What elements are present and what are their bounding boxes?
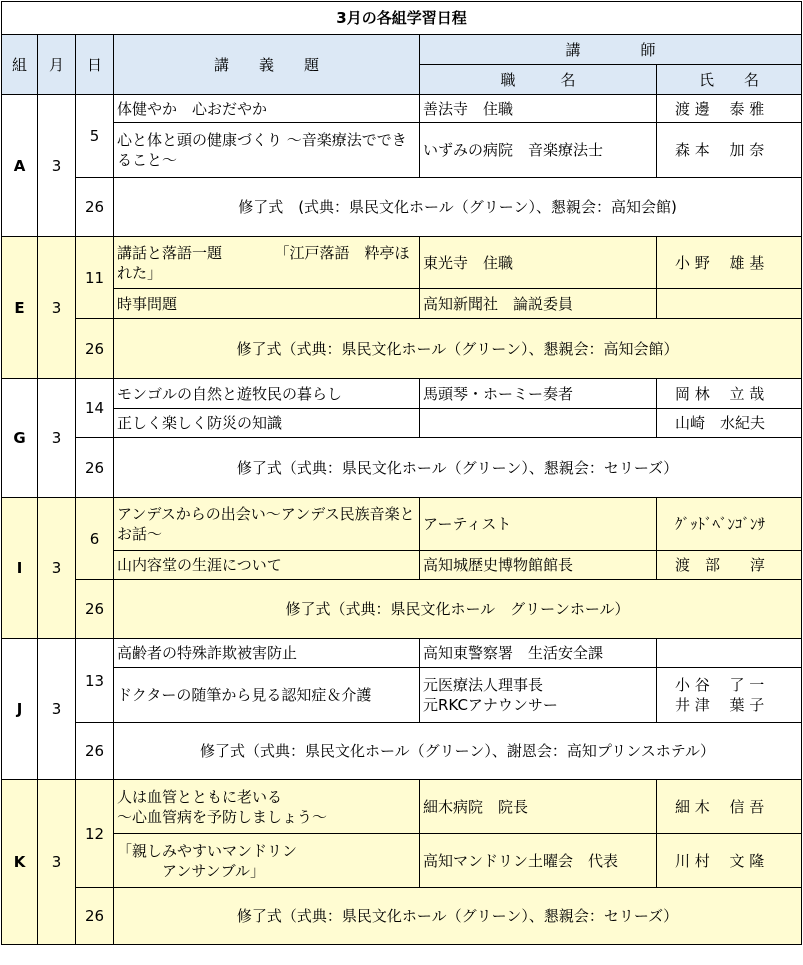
- ceremony-day: 26: [76, 319, 114, 379]
- group-label: I: [2, 498, 38, 639]
- session-day: 11: [76, 237, 114, 319]
- lecturer-position: 善法寺 住職: [420, 95, 657, 123]
- group-label: K: [2, 780, 38, 945]
- lecturer-position: 高知マンドリン土曜会 代表: [420, 834, 657, 888]
- group-month: 3: [38, 237, 76, 379]
- header-month: 月: [38, 35, 76, 95]
- ceremony-day: 26: [76, 580, 114, 639]
- lecture-topic: 正しく楽しく防災の知識: [114, 409, 420, 438]
- lecturer-name: 渡 邊 泰 雅: [657, 95, 802, 123]
- group-label: J: [2, 639, 38, 780]
- lecture-topic: 山内容堂の生涯について: [114, 551, 420, 580]
- lecturer-name: [657, 639, 802, 668]
- session-day: 13: [76, 639, 114, 723]
- lecture-topic: ドクターの随筆から見る認知症＆介護: [114, 668, 420, 723]
- lecturer-position: 東光寺 住職: [420, 237, 657, 289]
- ceremony-day: 26: [76, 723, 114, 780]
- lecture-topic-cell: [114, 780, 420, 834]
- lecturer-position: 元医療法人理事長: [423, 676, 544, 694]
- lecture-topic: 時事問題: [114, 289, 420, 319]
- ceremony-info: 修了式（式典：県民文化ホール（グリーン）、懇親会：高知会館）: [114, 319, 802, 379]
- ceremony-info: 修了式（式典：県民文化ホール（グリーン）、懇親会：セリーズ）: [114, 438, 802, 498]
- lecturer-name: 井 津 葉 子: [675, 696, 765, 714]
- lecturer-name: 細 木 信 吾: [657, 780, 802, 834]
- lecturer-name: 山崎 水紀夫: [657, 409, 802, 438]
- session-day: 5: [76, 95, 114, 178]
- ceremony-day: 26: [76, 888, 114, 945]
- lecture-topic: ～心血管病を予防しましょう～: [117, 807, 328, 826]
- lecturer-position: 高知城歴史博物館館長: [420, 551, 657, 580]
- lecturer-name: 小 野 雄 基: [657, 237, 802, 289]
- lecturer-name: 川 村 文 隆: [657, 834, 802, 888]
- lecture-topic-cell: [114, 834, 420, 888]
- header-lecturer: 講 師: [420, 35, 802, 65]
- ceremony-info: 修了式（式典：県民文化ホール グリーンホール）: [114, 580, 802, 639]
- session-day: 12: [76, 780, 114, 888]
- lecturer-position: アーティスト: [420, 498, 657, 551]
- ceremony-day: 26: [76, 438, 114, 498]
- group-label: G: [2, 379, 38, 498]
- lecturer-name: ｸﾞｯﾄﾞﾍﾞﾝｺﾞﾝｻ: [657, 498, 802, 551]
- group-month: 3: [38, 498, 76, 639]
- lecture-topic: 高齢者の特殊詐欺被害防止: [114, 639, 420, 668]
- lecturer-position: 高知東警察署 生活安全課: [420, 639, 657, 668]
- lecture-topic: 人は血管とともに老いる: [117, 787, 283, 806]
- lecturer-name: 岡 林 立 哉: [657, 379, 802, 409]
- group-label: A: [2, 95, 38, 237]
- header-position: 職 名: [420, 65, 657, 95]
- session-day: 14: [76, 379, 114, 438]
- lecturer-position: 元RKCアナウンサー: [423, 696, 558, 714]
- lecture-topic: 心と体と頭の健康づくり ～音楽療法でできること～: [114, 123, 420, 178]
- ceremony-day: 26: [76, 178, 114, 237]
- group-label: E: [2, 237, 38, 379]
- schedule-table: [1, 1, 802, 945]
- lecture-topic: アンサンブル」: [117, 861, 266, 880]
- lecturer-position: 馬頭琴・ホーミー奏者: [420, 379, 657, 409]
- sheet-title: 3月の各組学習日程: [2, 2, 802, 35]
- lecturer-name-cell: [657, 668, 802, 723]
- group-month: 3: [38, 639, 76, 780]
- lecturer-position-cell: [420, 668, 657, 723]
- header-name: 氏 名: [657, 65, 802, 95]
- lecturer-name: [657, 289, 802, 319]
- lecturer-position: 高知新聞社 論説委員: [420, 289, 657, 319]
- lecturer-position: [420, 409, 657, 438]
- group-month: 3: [38, 95, 76, 237]
- header-group: 組: [2, 35, 38, 95]
- ceremony-info: 修了式（式典：県民文化ホール（グリーン）、謝恩会：高知プリンスホテル）: [114, 723, 802, 780]
- lecture-topic: モンゴルの自然と遊牧民の暮らし: [114, 379, 420, 409]
- lecture-topic: 体健やか 心おだやか: [114, 95, 420, 123]
- lecture-topic: 「親しみやすいマンドリン: [117, 841, 298, 860]
- ceremony-info: 修了式 (式典：県民文化ホール（グリーン）、懇親会：高知会館): [114, 178, 802, 237]
- group-month: 3: [38, 379, 76, 498]
- ceremony-info: 修了式（式典：県民文化ホール（グリーン）、懇親会：セリーズ）: [114, 888, 802, 945]
- lecturer-position: いずみの病院 音楽療法士: [420, 123, 657, 178]
- header-topic: 講 義 題: [114, 35, 420, 95]
- lecturer-name: 小 谷 了 一: [675, 676, 765, 694]
- session-day: 6: [76, 498, 114, 580]
- lecturer-position: 細木病院 院長: [420, 780, 657, 834]
- lecturer-name: 森 本 加 奈: [657, 123, 802, 178]
- lecturer-name: 渡 部 淳: [657, 551, 802, 580]
- group-month: 3: [38, 780, 76, 945]
- lecture-topic: 講話と落語一題 「江戸落語 粋亭ほれた」: [114, 237, 420, 289]
- header-day: 日: [76, 35, 114, 95]
- lecture-topic: アンデスからの出会い～アンデス民族音楽とお話～: [114, 498, 420, 551]
